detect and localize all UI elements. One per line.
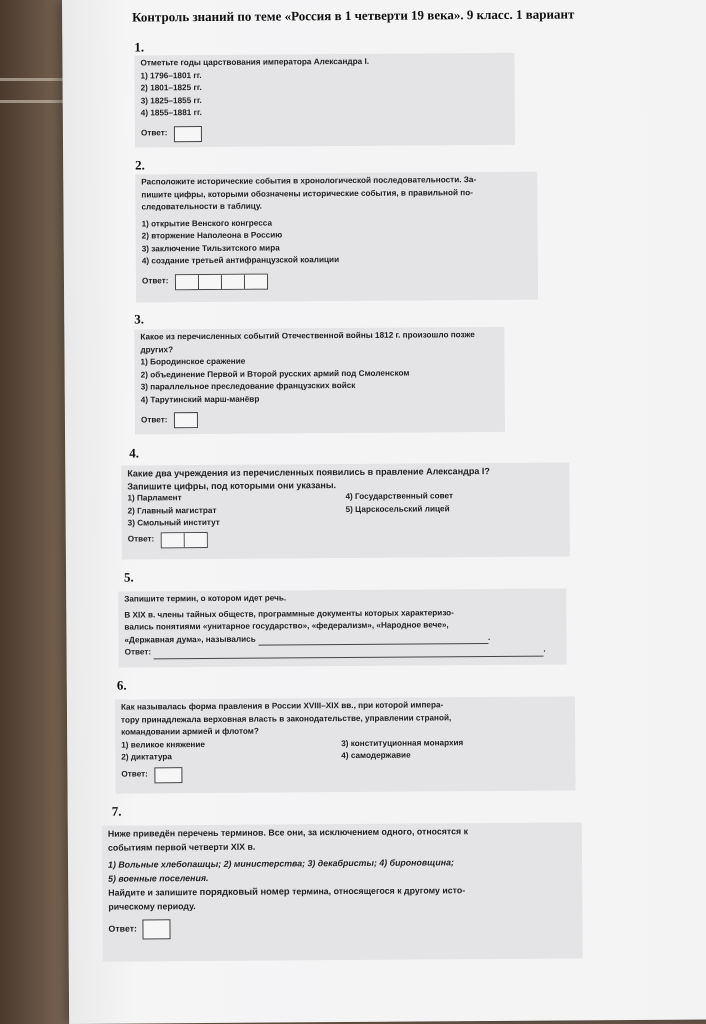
question-body-line: В XIX в. члены тайных обществ, программные документы которых характеризо- (124, 607, 454, 620)
answer-box[interactable] (154, 767, 182, 783)
question-number: 4. (129, 445, 139, 461)
answer-line[interactable] (153, 646, 543, 659)
option: 3) конституционная монархия (341, 737, 464, 748)
option: 4) Государственный совет (345, 491, 454, 502)
option: 2) 1801–1825 гг. (140, 83, 202, 93)
question-number: 6. (116, 677, 127, 693)
question-number: 1. (134, 39, 145, 55)
answer-box[interactable] (173, 126, 201, 142)
answer-table (174, 273, 267, 290)
option: 1) Бородинское сражение (140, 356, 246, 367)
answer-row (121, 764, 569, 783)
answer-label: Ответ: (124, 647, 152, 657)
options-left (121, 738, 341, 765)
question-text-line: событиям первой четверти XIX в. (107, 841, 256, 853)
task-line: рическому периоду. (108, 900, 196, 912)
question-number: 7. (111, 803, 122, 819)
question-3 (134, 327, 505, 435)
answer-row (128, 529, 564, 548)
option: 1) великое княжение (121, 739, 205, 750)
answer-row (142, 271, 532, 290)
options-grid (127, 490, 563, 531)
option: 4) 1855–1881 гг. (140, 108, 202, 118)
answer-cell[interactable] (184, 533, 206, 547)
question-text-line: Как называлась форма правления в России XVIII–XIX вв., при которой импера- (120, 700, 444, 712)
answer-cell[interactable] (221, 274, 244, 288)
answer-label: Ответ: (140, 415, 168, 425)
answer-table (160, 531, 207, 547)
answer-row: Ответ: . (125, 644, 561, 660)
options-right (341, 736, 561, 763)
test-sheet (62, 0, 706, 1024)
question-number: 2. (135, 157, 145, 173)
option: 4) создание третьей антифранцузской коалиции (141, 255, 340, 266)
option: 1) открытие Венского конгресса (141, 218, 273, 228)
option: 2) диктатура (121, 752, 172, 762)
question-number: 3. (134, 311, 145, 327)
question-2 (135, 172, 538, 303)
question-5 (118, 588, 567, 667)
answer-box[interactable] (173, 412, 197, 428)
question-text-line: других? (140, 344, 174, 354)
question-text-line: Ниже приведён перечень терминов. Все они, за исключением одного, относятся к (107, 826, 469, 839)
question-text-line: следовательности в таблицу. (141, 201, 262, 212)
terms-line: 5) военные поселения. (108, 872, 209, 884)
option: 4) Тарутинский марш-манёвр (140, 394, 260, 404)
options-right (345, 490, 563, 529)
answer-label: Ответ: (108, 923, 137, 934)
question-4 (121, 462, 570, 559)
question-text-line: тору принадлежала верховная власть в законодательстве, управлении страной, (120, 712, 452, 725)
terms-line: 1) Вольные хлебопашцы; 2) министерства; 3) декабристы; 4) бироновщина; (108, 857, 454, 870)
question-text-line: Запишите цифры, под которыми они указаны. (127, 479, 337, 492)
question-6 (115, 696, 576, 793)
answer-cell[interactable] (175, 275, 198, 289)
question-text-line: Расположите исторические события в хронологической последовательности. За- (141, 175, 477, 187)
option: 2) вторжение Наполеона в Россию (141, 230, 283, 241)
page-title: Контроль знаний по теме «Россия в 1 четверти 19 века». 9 класс. 1 вариант (132, 6, 575, 25)
task-prefix: Найдите и запишите (108, 887, 200, 898)
answer-box[interactable] (143, 919, 171, 939)
answer-label: Ответ: (121, 769, 148, 779)
option: 1) 1796–1801 гг. (140, 70, 202, 80)
options-grid (121, 736, 569, 764)
question-1 (134, 53, 515, 148)
option: 2) Главный магистрат (127, 505, 217, 516)
option: 3) Смольный институт (127, 517, 220, 528)
option: 3) параллельное преследование французских войск (140, 380, 356, 392)
question-text-line: Какие два учреждения из перечисленных появились в правление Александра I? (127, 466, 490, 479)
question-text-line: командовании армией и флотом? (121, 726, 259, 737)
question-body-line-end: «Державная дума», назывались (124, 634, 256, 645)
answer-label: Ответ: (140, 128, 168, 138)
answer-cell[interactable] (244, 274, 266, 288)
option: 3) заключение Тильзитского мира (141, 242, 280, 253)
task-emphasis: порядковый номер (199, 885, 290, 898)
answer-row (141, 410, 499, 428)
question-text-line: Какое из перечисленных событий Отечественной войны 1812 г. произошло позже (140, 330, 475, 342)
question-number: 5. (123, 569, 134, 585)
answer-cell[interactable] (198, 274, 221, 288)
option: 5) Царскосельский лицей (345, 503, 450, 514)
question-7 (102, 822, 583, 961)
answer-row (141, 123, 509, 142)
question-text-line: пишите цифры, которыми обозначены исторические события, в правильной по- (141, 187, 473, 199)
question-text: Отметьте годы царствования императора Александра I. (140, 56, 370, 68)
question-body-line: «Державная дума», назывались . (124, 632, 491, 645)
option: 1) Парламент (127, 493, 182, 503)
answer-label: Ответ: (141, 276, 169, 286)
option: 2) объединение Первой и Второй русских армий под Смоленском (140, 368, 410, 379)
answer-label: Ответ: (127, 534, 155, 544)
option: 3) 1825–1855 гг. (140, 95, 202, 105)
option: 4) самодержавие (341, 750, 411, 761)
answer-cell[interactable] (161, 533, 184, 547)
task-suffix: термина, относящегося к другому исто- (289, 885, 466, 897)
question-body-line: вались понятиями «унитарное государство», «федерализм», «Народное вече», (124, 620, 449, 632)
question-text: Запишите термин, о котором идет речь. (124, 593, 287, 604)
answer-row (108, 916, 576, 939)
options-left (127, 491, 345, 530)
